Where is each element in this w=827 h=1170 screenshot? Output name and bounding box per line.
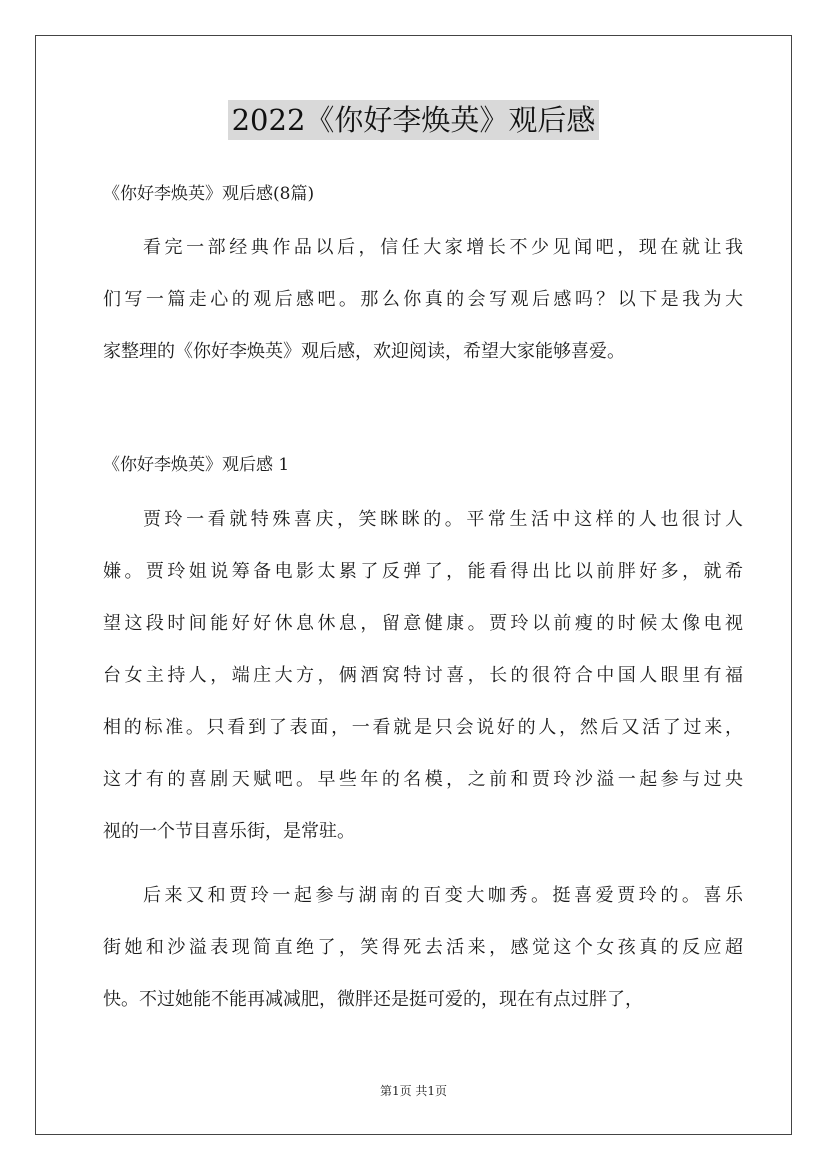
para1-line-4: 台女主持人，端庄大方，俩酒窝特讨喜，长的很符合中国人眼里有福	[103, 665, 743, 686]
para2-line-3: 快。不过她能不能再减减肥，微胖还是挺可爱的，现在有点过胖了，	[103, 989, 643, 1010]
para1-line-3: 望这段时间能好好休息休息，留意健康。贾玲以前瘦的时候太像电视	[103, 613, 743, 634]
para1-line-6: 这才有的喜剧天赋吧。早些年的名模，之前和贾玲沙溢一起参与过央	[103, 769, 743, 790]
para1-line-7: 视的一个节目喜乐街，是常驻。	[103, 821, 355, 842]
body-paragraph-2	[103, 870, 743, 1026]
intro-line-1: 看完一部经典作品以后，信任大家增长不少见闻吧，现在就让我	[143, 237, 743, 258]
title-container	[0, 100, 827, 140]
body-paragraph-1	[103, 494, 743, 858]
para2-line-2: 街她和沙溢表现简直绝了，笑得死去活来，感觉这个女孩真的反应超	[103, 937, 743, 958]
section-heading: 《你好李焕英》观后感 1	[103, 455, 290, 475]
document-subtitle: 《你好李焕英》观后感(8篇)	[103, 184, 315, 204]
para1-line-5: 相的标准。只看到了表面，一看就是只会说好的人，然后又活了过来，	[103, 717, 743, 738]
page-footer: 第1页 共1页	[379, 1084, 448, 1098]
intro-line-3: 家整理的《你好李焕英》观后感，欢迎阅读，希望大家能够喜爱。	[103, 341, 625, 362]
intro-line-2: 们写一篇走心的观后感吧。那么你真的会写观后感吗？以下是我为大	[103, 289, 743, 310]
para2-line-1: 后来又和贾玲一起参与湖南的百变大咖秀。挺喜爱贾玲的。喜乐	[143, 885, 743, 906]
para1-line-1: 贾玲一看就特殊喜庆，笑眯眯的。平常生活中这样的人也很讨人	[143, 509, 743, 530]
intro-paragraph	[103, 222, 743, 378]
document-title: 2022《你好李焕英》观后感	[228, 100, 600, 140]
para1-line-2: 嫌。贾玲姐说筹备电影太累了反弹了，能看得出比以前胖好多，就希	[103, 561, 743, 582]
